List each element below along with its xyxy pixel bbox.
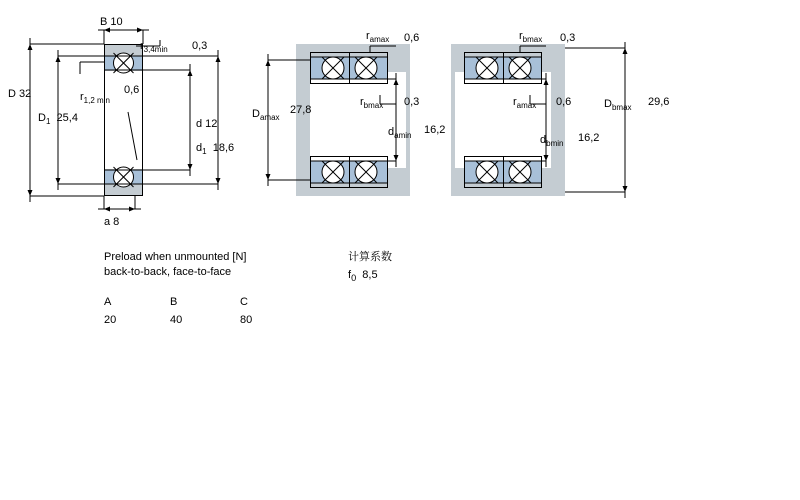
calculation-heading: 计算系数 <box>348 251 392 263</box>
preload-col-C-value: 80 <box>240 314 253 326</box>
label-d: d 12 <box>196 118 218 130</box>
label-r12min: $r_{1,2 min}$ <box>80 91 110 106</box>
label-r12min-value: 0,6 <box>124 84 140 96</box>
preload-col-B-value: 40 <box>170 314 183 326</box>
label-B: B 10 <box>100 16 123 28</box>
label-ramax-right: $r_{amax}$ <box>513 96 537 111</box>
label-rbmax-right-value: 0,3 <box>560 32 576 44</box>
label-rbmax-left: $r_{bmax}$ <box>360 96 384 111</box>
label-ramax-right-value: 0,6 <box>556 96 572 108</box>
preload-subheading: back-to-back, face-to-face <box>104 266 232 278</box>
label-D: D 32 <box>8 88 32 100</box>
preload-col-A-header: A <box>104 296 112 308</box>
calculation-block <box>348 250 392 286</box>
label-damin: $d_{amin}$ <box>388 126 412 141</box>
preload-table <box>104 296 284 330</box>
label-a: a 8 <box>104 216 120 228</box>
label-dbmin: $d_{bmin}$ <box>540 134 564 149</box>
label-rbmax-left-value: 0,3 <box>404 96 420 108</box>
preload-col-B-header: B <box>170 296 178 308</box>
label-ramax-left: $r_{amax}$ <box>366 30 390 45</box>
label-rbmax-right: $r_{bmax}$ <box>519 30 543 45</box>
label-damin-value: 16,2 <box>424 124 446 136</box>
label-r34min-value: 0,3 <box>192 40 208 52</box>
label-Dbmax-value: 29,6 <box>648 96 670 108</box>
preload-heading: Preload when unmounted [N] <box>104 251 247 263</box>
label-dbmin-value: 16,2 <box>578 132 600 144</box>
calculation-f0: $f_0$ 8,5 <box>348 269 378 284</box>
label-d1: $d_1$ 18,6 <box>196 142 235 157</box>
label-Damax: $D_{amax}$ <box>252 108 280 123</box>
preload-block <box>104 250 246 280</box>
preload-col-C-header: C <box>240 296 248 308</box>
label-Damax-value: 27,8 <box>290 104 312 116</box>
label-r34min: $r_{3,4min}$ <box>140 40 168 55</box>
preload-col-A-value: 20 <box>104 314 117 326</box>
label-D1: $D_1$ 25,4 <box>38 112 78 127</box>
label-ramax-left-value: 0,6 <box>404 32 420 44</box>
label-Dbmax: $D_{bmax}$ <box>604 98 632 113</box>
